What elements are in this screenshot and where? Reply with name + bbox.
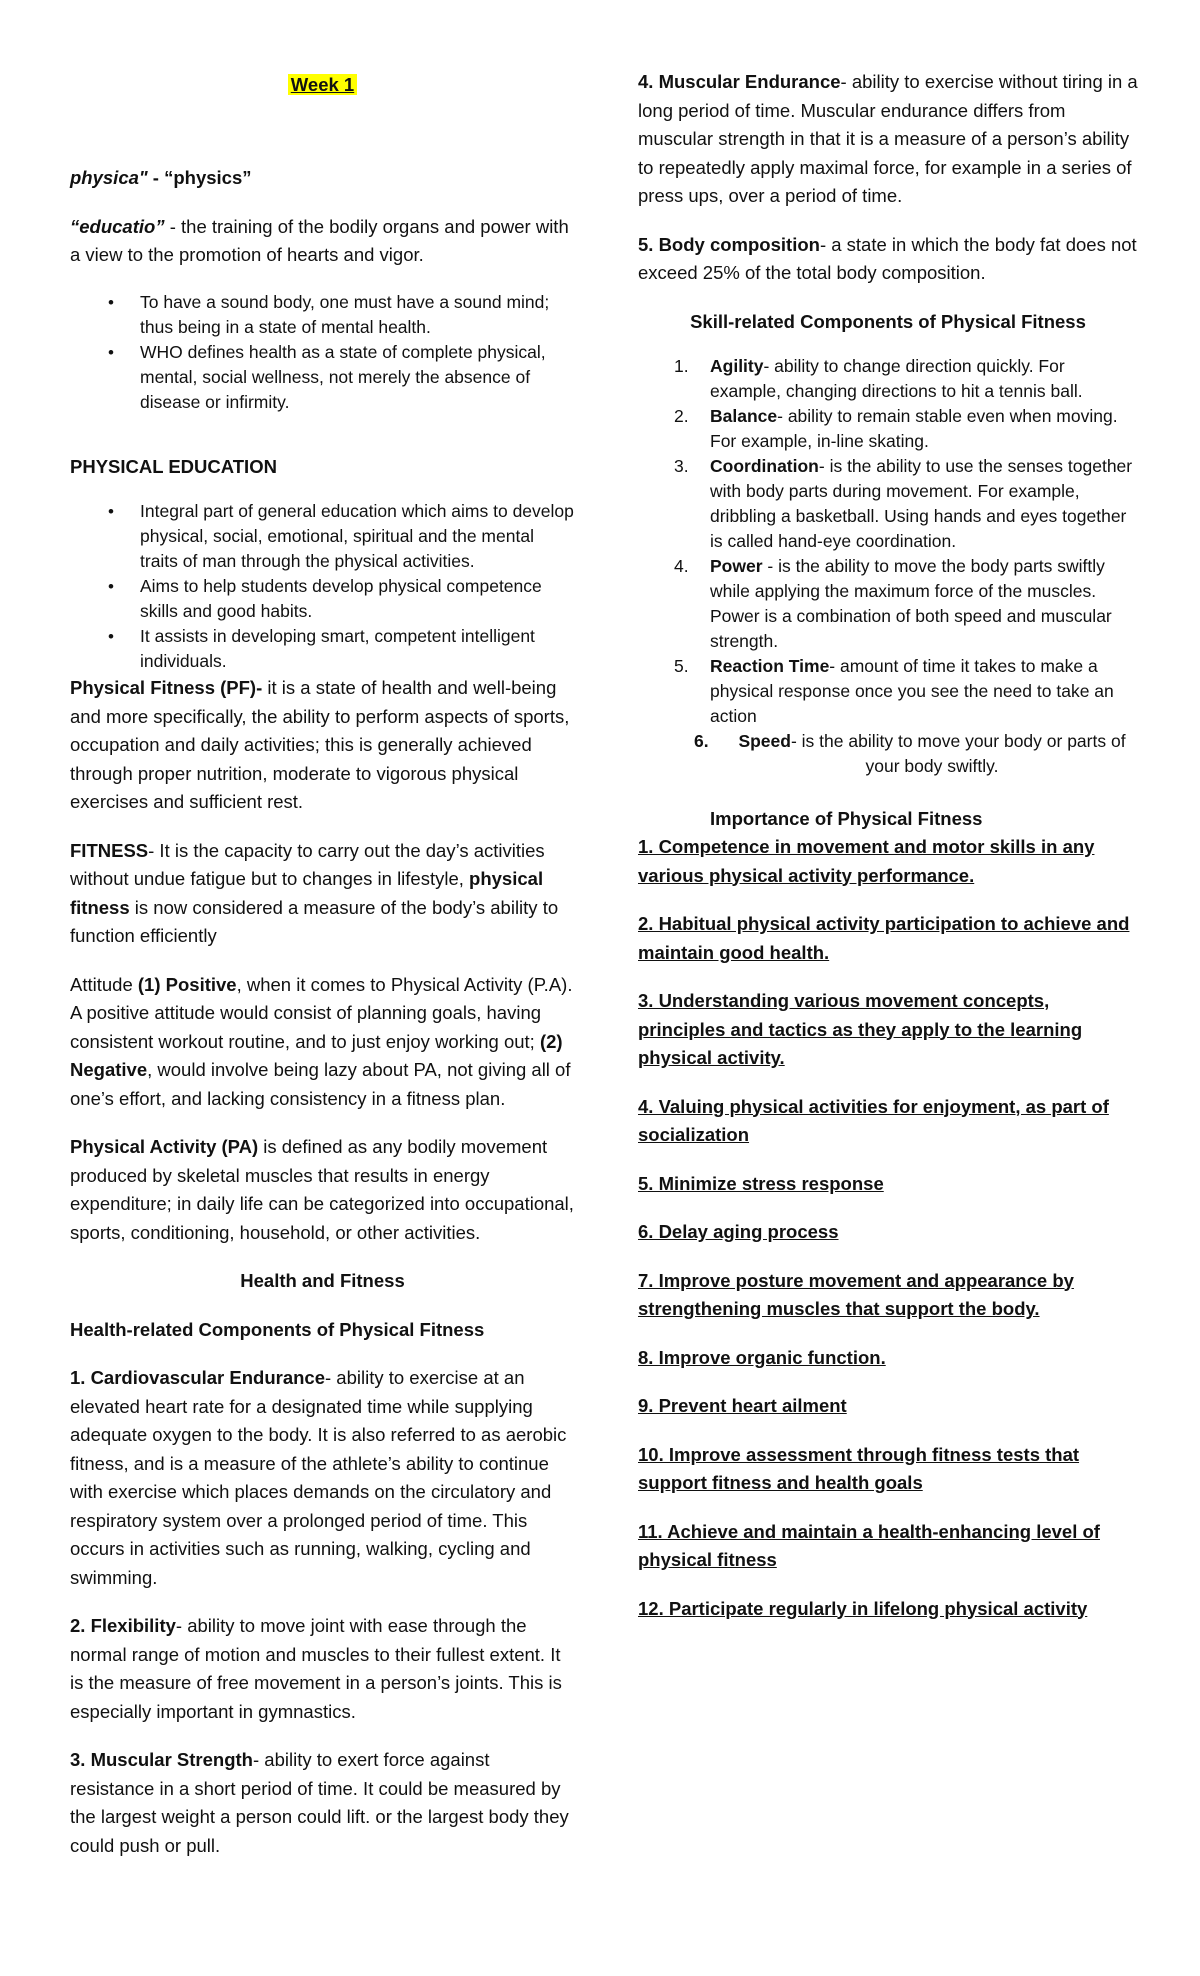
list-item: 1. Competence in movement and motor skills in any various physical activity performance.	[638, 836, 1095, 886]
list-item: 3. Understanding various movement concepts, principles and tactics as they apply to the learning physical activity.	[638, 990, 1083, 1068]
physical-activity-definition: Physical Activity (PA) is defined as any bodily movement produced by skeletal muscles that results in energy expenditure; in daily life can be categorized into occupational, sports, conditioning, household, or other activities.	[70, 1136, 574, 1243]
list-item: 4. Power - is the ability to move the body parts swiftly while applying the maximum force of the muscles. Power is a combination of both speed and muscular strength.	[674, 556, 1112, 651]
list-item: 5. Reaction Time- amount of time it takes to make a physical response once you see the need to take an action	[674, 656, 1114, 726]
skill-related-heading: Skill-related Components of Physical Fitness	[690, 310, 1086, 332]
list-item: • WHO defines health as a state of complete physical, mental, social wellness, not merely the absence of disease or infirmity.	[140, 340, 575, 415]
left-column	[70, 68, 575, 1880]
list-item: • Integral part of general education which aims to develop physical, social, emotional, spiritual and the mental traits of man through the physical activities.	[140, 499, 575, 574]
muscular-strength-definition: 3. Muscular Strength- ability to exert force against resistance in a short period of time. It could be measured by the largest weight a person could lift. or the largest body they could push or pull.	[70, 1749, 569, 1856]
list-item: 2. Balance- ability to remain stable even when moving. For example, in-line skating.	[674, 406, 1118, 451]
flexibility-definition: 2. Flexibility- ability to move joint with ease through the normal range of motion and muscles to their fullest extent. It is the measure of free movement in a person’s joints. This is especially important in gymnastics.	[70, 1615, 562, 1722]
list-item: 11. Achieve and maintain a health-enhancing level of physical fitness	[638, 1520, 1100, 1570]
skill-list	[638, 354, 1138, 729]
cardio-endurance-definition: 1. Cardiovascular Endurance- ability to exercise at an elevated heart rate for a designated time while supplying adequate oxygen to the body. It is also referred to as aerobic fitness, and is a measure of the athlete’s ability to continue with exercise which places demands on the circulatory and respiratory system over a prolonged period of time. This occurs in activities such as running, walking, cycling and swimming.	[70, 1367, 567, 1588]
health-related-heading: Health-related Components of Physical Fitness	[70, 1318, 485, 1340]
health-fitness-heading: Health and Fitness	[240, 1270, 405, 1291]
importance-list	[638, 833, 1138, 1623]
physical-fitness-definition: Physical Fitness (PF)- it is a state of health and well-being and more specifically, the ability to perform aspects of sports, occupation and daily activities; this is generally achieved through proper nutrition, moderate to vigorous physical exercises and sufficient rest.	[70, 677, 570, 812]
right-column	[638, 68, 1138, 1643]
list-item: 12. Participate regularly in lifelong physical activity	[638, 1597, 1088, 1619]
week-heading: Week 1	[70, 68, 575, 102]
speed-item: 6. Speed- is the ability to move your body or parts of your body swiftly.	[694, 731, 1126, 776]
list-item: • To have a sound body, one must have a sound mind; thus being in a state of mental health.	[140, 290, 575, 340]
list-item: 5. Minimize stress response	[638, 1172, 884, 1194]
pe-bullets	[70, 499, 575, 674]
list-item: 10. Improve assessment through fitness tests that support fitness and health goals	[638, 1443, 1080, 1493]
educatio-definition: “educatio” - the training of the bodily organs and power with a view to the promotion of hearts and vigor.	[70, 215, 569, 265]
list-item: 9. Prevent heart ailment	[638, 1395, 847, 1416]
body-composition-definition: 5. Body composition- a state in which the body fat does not exceed 25% of the total body composition.	[638, 233, 1137, 283]
muscular-endurance-definition: 4. Muscular Endurance- ability to exercise without tiring in a long period of time. Muscular endurance differs from muscular strength in that it is a measure of a person’s ability to repeatedly apply maximal force, for example in a series of press ups, over a period of time.	[638, 71, 1138, 206]
list-item: • It assists in developing smart, competent intelligent individuals.	[140, 624, 575, 674]
list-item: 1. Agility- ability to change direction quickly. For example, changing directions to hit a tennis ball.	[674, 356, 1083, 401]
list-item: 2. Habitual physical activity participation to achieve and maintain good health.	[638, 913, 1130, 963]
physica-definition: physica" - “physics”	[70, 167, 252, 188]
pe-heading: PHYSICAL EDUCATION	[70, 455, 277, 477]
list-item: 3. Coordination- is the ability to use the senses together with body parts during movement. For example, dribbling a basketball. Using hands and eyes together is called hand-eye coordination.	[674, 456, 1133, 551]
health-bullets	[70, 290, 575, 415]
list-item: 7. Improve posture movement and appearance by strengthening muscles that support the body.	[638, 1269, 1074, 1319]
fitness-definition: FITNESS- It is the capacity to carry out the day’s activities without undue fatigue but to changes in lifestyle, physical fitness is now considered a measure of the body’s ability to function efficiently	[70, 839, 559, 946]
attitude-paragraph: Attitude (1) Positive, when it comes to Physical Activity (P.A). A positive attitude would consist of planning goals, having consistent workout routine, and to just enjoy working out; (2) Negative, would involve being lazy about PA, not giving all of one’s effort, and lacking consistency in a fitness plan.	[70, 973, 573, 1109]
list-item: 4. Valuing physical activities for enjoyment, as part of socialization	[638, 1095, 1109, 1145]
importance-heading: Importance of Physical Fitness	[710, 808, 983, 829]
list-item: 8. Improve organic function.	[638, 1346, 886, 1368]
list-item: 6. Delay aging process	[638, 1221, 839, 1242]
list-item: • Aims to help students develop physical competence skills and good habits.	[140, 574, 575, 624]
